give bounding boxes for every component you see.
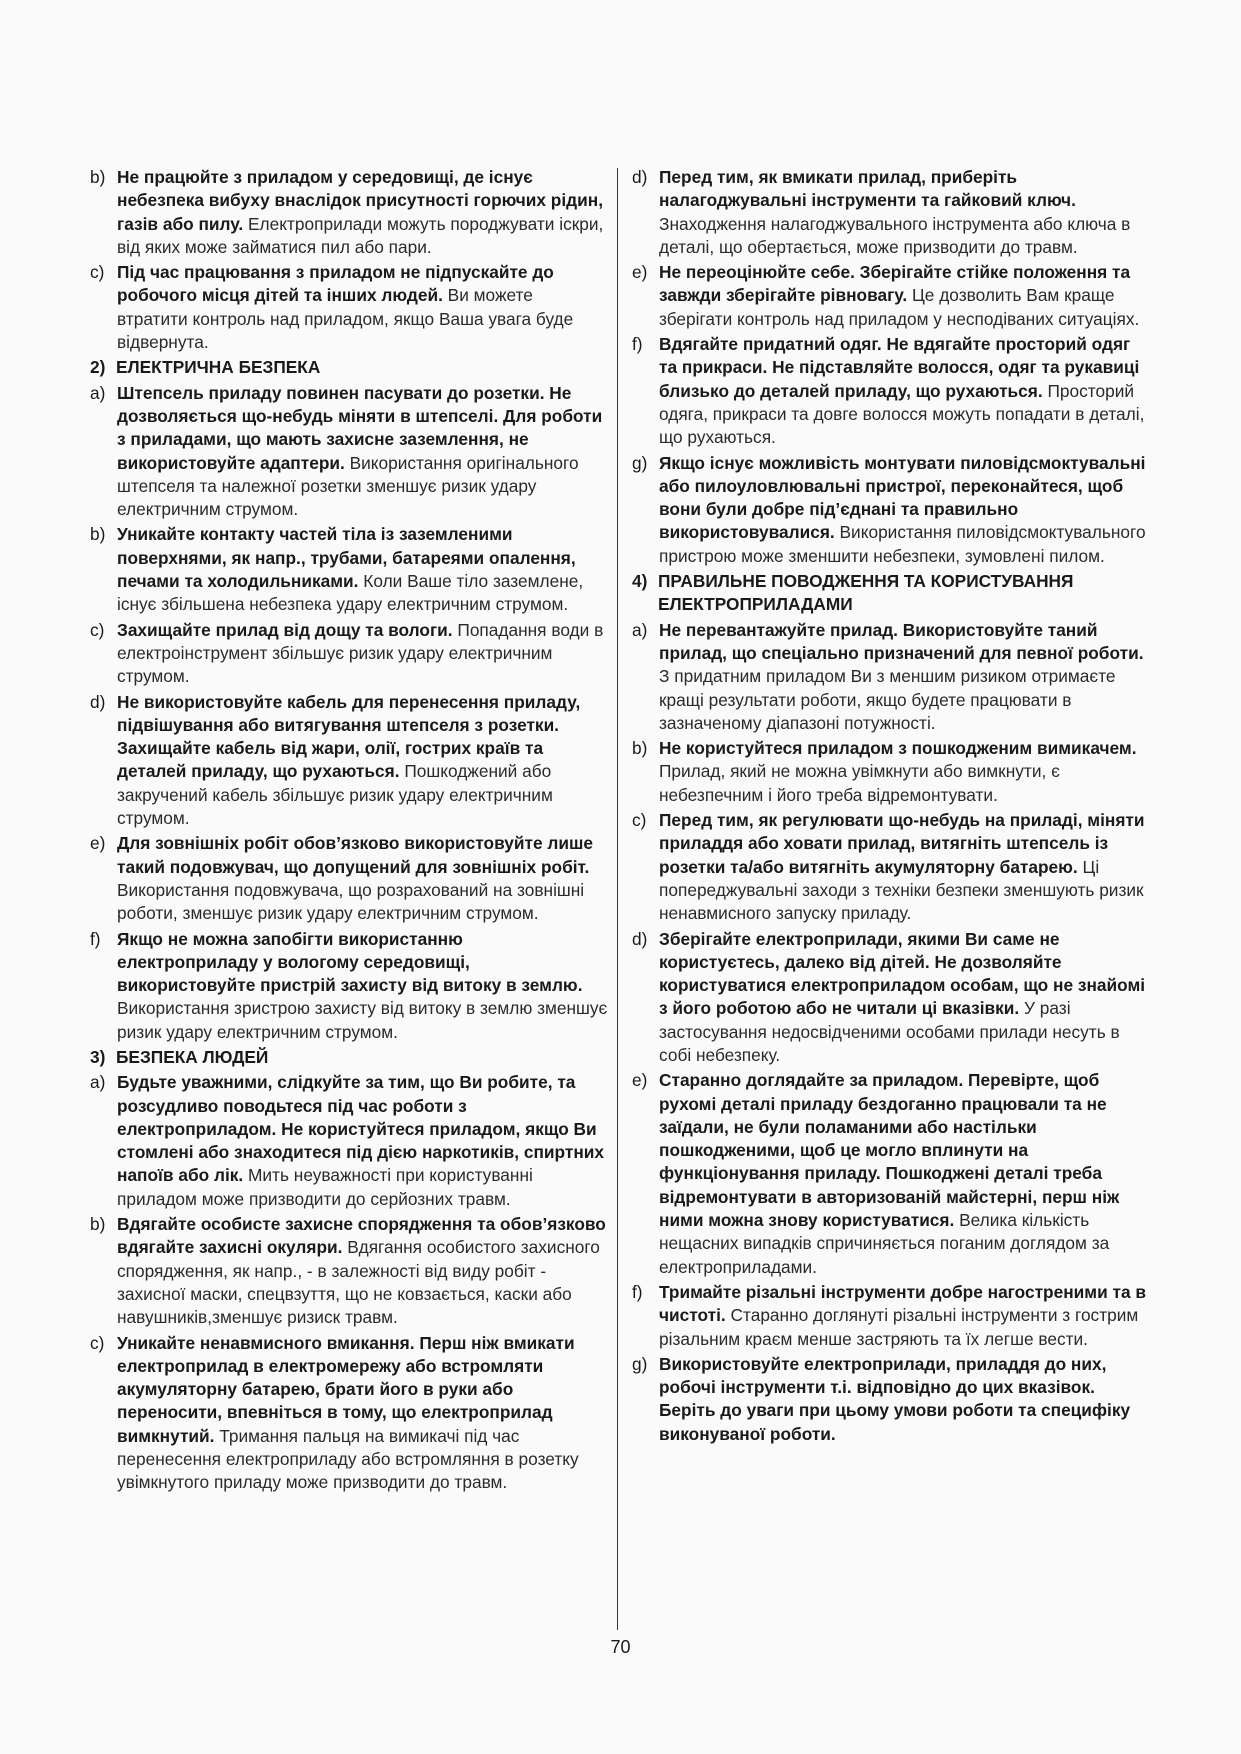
item-bold-text: Штепсель приладу повинен пасувати до розетки. Не дозволяється що-небудь міняти в штепселі. Для роботи з приладами, що мають захисне заземлення, не використовуйте адаптери.: [117, 382, 603, 473]
item-normal-text: Просторий одяга, прикраси та довге волосся можуть попадати в деталі, що рухаються.: [659, 380, 1145, 448]
item-bold-text: Уникайте ненавмисного вмикання. Перш ніж вмикати електроприлад в електромережу або встромляти акумуляторну батарею, брати його в руки або переносити, впевніться в тому, що електроприлад вимкнутий.: [117, 1332, 575, 1446]
list-item: [630, 928, 1150, 1068]
item-bold-text: Уникайте контакту частей тіла із заземленими поверхнями, як напр., трубами, батареями опалення, печами та холодильниками.: [117, 524, 576, 592]
item-label: a): [90, 1072, 106, 1093]
item-label: a): [90, 382, 106, 403]
item-label: b): [90, 524, 106, 545]
section-heading: [88, 1046, 608, 1069]
item-bold-text: Вдягайте придатний одяг. Не вдягайте просторий одяг та прикраси. Не підставляйте волосся, одяг та рукавиці близько до деталей приладу, що рухаються.: [659, 334, 1140, 401]
item-label: c): [90, 262, 105, 283]
list-item: [630, 809, 1150, 925]
item-label: d): [632, 167, 648, 187]
item-normal-text: Прилад, який не можна увімкнути або вимкнути, є небезпечним і його треба відремонтувати.: [659, 761, 1060, 805]
item-bold-text: Використовуйте електроприлади, приладдя до них, робочі інструменти т.і. відповідно до цих вказівок. Беріть до уваги при цьому умови роботи та специфіку виконуваної роботи.: [659, 1353, 1131, 1444]
item-label: b): [90, 1214, 106, 1235]
item-label: e): [632, 1070, 648, 1091]
item-label: c): [90, 1332, 105, 1353]
item-bold-text: Не переоцінюйте себе. Зберігайте стійке положення та завжди зберігайте рівновагу.: [659, 262, 1131, 306]
list-item: [630, 452, 1150, 568]
list-item: [88, 382, 608, 522]
item-normal-text: Велика кількість нещасних випадків спричиняється поганим доглядом за електроприладами.: [659, 1210, 1110, 1277]
item-label: f): [90, 928, 101, 949]
section-number: 4): [632, 571, 648, 592]
item-bold-text: Перед тим, як вмикати прилад, приберіть налагоджувальні інструменти та гайковий ключ.: [659, 167, 1076, 211]
list-item: [88, 1213, 608, 1329]
item-label: g): [632, 452, 648, 473]
right-column: [630, 166, 1150, 1448]
item-label: f): [632, 1281, 643, 1302]
item-normal-text: Знаходження налагоджувального інструмента або ключа в деталі, що обертається, може призводити до травм.: [659, 213, 1131, 257]
item-bold-text: Будьте уважними, слідкуйте за тим, що Ви робите, та розсудливо поводьтеся під час роботи з електроприладом. Не користуйтеся приладом, якщо Ви стомлені або знаходитеся під дією наркотиків, спиртних напоїв або лік.: [117, 1072, 605, 1186]
item-label: e): [90, 833, 106, 854]
item-normal-text: Мить неуважності при користуванні приладом може призводити до серйозних травм.: [117, 1165, 533, 1209]
item-normal-text: Використання оригінального штепселя та належної розетки зменшує ризик удару електричним струмом.: [117, 452, 579, 520]
section-heading: [630, 570, 1150, 617]
list-item: [88, 619, 608, 689]
item-bold-text: Якщо існує можливість монтувати пиловідсмоктувальні або пилоуловлювальні пристрої, переконайтеся, щоб вони були добре під’єднані та правильно використовувалися.: [659, 452, 1146, 543]
list-item: [88, 523, 608, 616]
left-column: [88, 166, 608, 1497]
section-title: ЕЛЕКТРИЧНА БЕЗПЕКА: [116, 357, 321, 378]
item-normal-text: Старанно доглянуті різальні інструменти з гострим різальним краєм менше застряють та їх легше вести.: [659, 1305, 1139, 1349]
item-bold-text: Не працюйте з приладом у середовищі, де існує небезпека вибуху внаслідок присутності горючих рідин, газів або пилу.: [117, 167, 603, 234]
item-normal-text: У разі застосування недосвідченими особами прилади несуть в собі небезпеку.: [659, 998, 1120, 1065]
list-item: [88, 1071, 608, 1211]
list-item: [88, 928, 608, 1044]
list-item: [630, 737, 1150, 807]
list-item: [630, 1353, 1150, 1446]
item-normal-text: Це дозволить Вам краще зберігати контроль над приладом у несподіваних ситуаціях.: [659, 285, 1140, 329]
section-number: 3): [90, 1046, 106, 1067]
page-number: 70: [610, 1637, 631, 1657]
item-label: e): [632, 262, 648, 283]
item-normal-text: Ви можете втратити контроль над приладом, якщо Ваша увага буде відвернута.: [117, 285, 574, 353]
item-label: d): [632, 928, 648, 949]
list-item: [88, 261, 608, 354]
section-heading: [88, 356, 608, 379]
item-bold-text: Вдягайте особисте захисне спорядження та обов’язково вдягайте захисні окуляри.: [117, 1214, 606, 1258]
list-item: [88, 166, 608, 259]
item-normal-text: Електроприлади можуть породжувати іскри, від яких може займатися пил або пари.: [117, 213, 604, 257]
item-label: a): [632, 619, 648, 640]
item-normal-text: Ці попереджувальні заходи з техніки безпеки зменшують ризик ненавмисного запуску приладу.: [659, 856, 1144, 924]
list-item: [630, 619, 1150, 735]
list-item: [630, 333, 1150, 449]
item-bold-text: Тримайте різальні інструменти добре нагостреними та в чистоті.: [659, 1281, 1146, 1326]
item-normal-text: Використання подовжувача, що розрахований на зовнішні роботи, зменшує ризик удару електричним струмом.: [117, 879, 585, 924]
item-bold-text: Зберігайте електроприлади, якими Ви саме не користуєтесь, далеко від дітей. Не дозволяйте користуватися електроприладом особам, що не знайомі з його роботою або не читали ці вказівки.: [659, 928, 1146, 1019]
item-bold-text: Під час працювання з приладом не підпускайте до робочого місця дітей та інших людей.: [117, 262, 554, 306]
item-bold-text: Захищайте прилад від дощу та вологи.: [117, 619, 453, 640]
item-label: c): [90, 619, 105, 640]
item-normal-text: Тримання пальця на вимикачі під час перенесення електроприладу або встромляння в розетку увімкнутого приладу може призводити до травм.: [117, 1425, 579, 1493]
item-bold-text: Не використовуйте кабель для перенесення приладу, підвішування або витягування штепселя з розетки. Захищайте кабель від жари, олії, гострих країв та деталей приладу, що рухаються.: [117, 691, 581, 782]
item-label: f): [632, 334, 643, 355]
section-title: БЕЗПЕКА ЛЮДЕЙ: [116, 1046, 269, 1067]
list-item: [630, 261, 1150, 331]
item-normal-text: Попадання води в електроінструмент збільшує ризик удару електричним струмом.: [117, 619, 604, 687]
item-label: b): [90, 167, 106, 187]
item-bold-text: Не перевантажуйте прилад. Використовуйте таний прилад, що спеціально призначений для певної роботи.: [659, 619, 1144, 663]
section-title: ПРАВИЛЬНЕ ПОВОДЖЕННЯ ТА КОРИСТУВАННЯ ЕЛЕКТРОПРИЛАДАМИ: [658, 571, 1074, 615]
list-item: [630, 1069, 1150, 1279]
list-item: [88, 691, 608, 831]
item-normal-text: Вдягання особистого захисного спорядження, як напр., - в залежності від виду робіт - захисної маски, спецвзуття, що не ковзається, каски або навушників,зменшує ризиск травм.: [117, 1237, 600, 1328]
item-normal-text: Використання зристрою захисту від витоку в землю зменшує ризик удару електричним струмом.: [117, 998, 608, 1042]
item-label: d): [90, 691, 106, 712]
item-normal-text: Пошкоджений або закручений кабель збільшує ризик удару електричним струмом.: [117, 761, 553, 829]
section-number: 2): [90, 357, 106, 378]
item-label: c): [632, 810, 647, 831]
item-bold-text: Якщо не можна запобігти використанню електроприладу у вологому середовищі, використовуйте пристрій захисту від витоку в землю.: [117, 928, 583, 996]
item-normal-text: З придатним приладом Ви з меншим ризиком отримаєте кращі результати роботи, якщо будете працювати в зазначеному діапазоні потужності.: [659, 666, 1116, 733]
item-bold-text: Перед тим, як регулювати що-небудь на приладі, міняти приладдя або ховати прилад, витягніть штепсель із розетки та/або витягніть акумуляторну батарею.: [659, 810, 1145, 877]
item-bold-text: Не користуйтеся приладом з пошкодженим вимикачем.: [659, 738, 1137, 759]
list-item: [630, 166, 1150, 259]
item-bold-text: Старанно доглядайте за приладом. Перевірте, щоб рухомі деталі приладу бездоганно працювали та не заїдали, не були поламаними або настільки пошкодженими, щоб це могло вплинути на функціонування приладу. Пошкоджені деталі треба відремонтувати в авторизованій майстерні, перш ніж ними можна знову користуватися.: [659, 1070, 1120, 1231]
list-item: [630, 1281, 1150, 1351]
column-divider: [617, 168, 618, 1630]
item-label: b): [632, 738, 648, 759]
item-bold-text: Для зовнішніх робіт обов’язково використовуйте лише такий подовжувач, що допущений для зовнішніх робіт.: [117, 833, 594, 877]
list-item: [88, 832, 608, 925]
list-item: [88, 1332, 608, 1495]
item-label: g): [632, 1353, 648, 1374]
item-normal-text: Використання пиловідсмоктувального пристрою може зменшити небезпеки, зумовлені пилом.: [659, 522, 1146, 566]
item-normal-text: Коли Ваше тіло заземлене, існує збільшена небезпека удару електричним струмом.: [117, 571, 584, 615]
